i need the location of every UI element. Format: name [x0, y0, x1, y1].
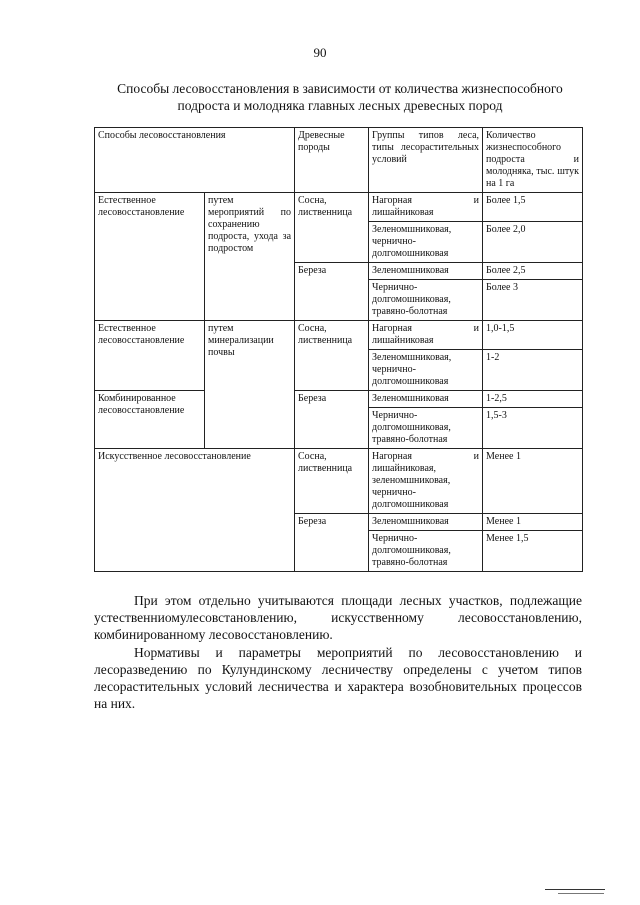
cell-quantity: Менее 1,5 — [483, 531, 583, 572]
cell-group: Чернично-долгомошниковая, травяно-болотная — [369, 531, 483, 572]
page-number: 90 — [313, 45, 327, 60]
cell-method: Естественное лесовосстановление — [95, 321, 205, 391]
cell-group: Зеленомшниковая, чернично-долгомошниковая — [369, 222, 483, 263]
cell-species: Сосна, лиственница — [295, 193, 369, 263]
table-row — [95, 391, 583, 408]
table-row — [95, 321, 583, 350]
cell-species: Береза — [295, 514, 369, 572]
cell-quantity: Более 2,0 — [483, 222, 583, 263]
cell-method: Искусственное лесовосстановление — [95, 449, 295, 572]
cell-quantity: Более 2,5 — [483, 263, 583, 280]
paragraph-accounting: При этом отдельно учитываются площади лесных участков, подлежащие устественниомулесовстановлению, искусственному лесовосстановлению, комбинированному лесовосстановлению. — [94, 592, 582, 642]
cell-species: Береза — [295, 263, 369, 321]
cell-quantity: Более 1,5 — [483, 193, 583, 222]
cell-method: Естественное лесовосстановление — [95, 193, 205, 321]
cell-means: путем минерализации почвы — [205, 321, 295, 449]
cell-quantity: Более 3 — [483, 280, 583, 321]
cell-method-combined: Комбинированное лесовосстановление — [95, 391, 205, 449]
reforestation-table — [94, 127, 583, 572]
table-row — [95, 449, 583, 514]
header-groups: Группы типов леса, типы лесорастительных условий — [369, 128, 483, 193]
cell-quantity: 1,0-1,5 — [483, 321, 583, 350]
cell-species: Сосна, лиственница — [295, 449, 369, 514]
cell-group: Чернично-долгомошниковая, травяно-болотная — [369, 280, 483, 321]
cell-group: Нагорная и лишайниковая, зеленомшниковая, чернично-долгомошниковая — [369, 449, 483, 514]
footer-rule — [545, 889, 605, 890]
footer-rule-short — [558, 893, 604, 894]
cell-quantity: 1-2,5 — [483, 391, 583, 408]
cell-group: Нагорная и лишайниковая — [369, 193, 483, 222]
cell-quantity: Менее 1 — [483, 449, 583, 514]
cell-quantity: Менее 1 — [483, 514, 583, 531]
table-title: Способы лесовосстановления в зависимости от количества жизнеспособного подроста и молодняка главных лесных древесных пород — [117, 81, 563, 113]
cell-group: Зеленомшниковая — [369, 391, 483, 408]
cell-group: Зеленомшниковая — [369, 514, 483, 531]
table-header-row — [95, 128, 583, 193]
cell-means: путем мероприятий по сохранению подроста, ухода за подростом — [205, 193, 295, 321]
header-species: Древесные породы — [295, 128, 369, 193]
cell-group: Зеленомшниковая, чернично-долгомошниковая — [369, 350, 483, 391]
cell-quantity: 1-2 — [483, 350, 583, 391]
cell-group: Зеленомшниковая — [369, 263, 483, 280]
header-quantity: Количество жизнеспособного подроста и молодняка, тыс. штук на 1 га — [483, 128, 583, 193]
cell-quantity: 1,5-3 — [483, 408, 583, 449]
cell-species: Береза — [295, 391, 369, 449]
cell-species: Сосна, лиственница — [295, 321, 369, 391]
paragraph-norms: Нормативы и параметры мероприятий по лесовосстановлению и лесоразведению по Кулундинскому лесничеству определены с учетом типов лесорастительных условий лесничества и характера возобновительных процессов на них. — [94, 644, 582, 711]
header-methods: Способы лесовосстановления — [95, 128, 295, 193]
cell-group: Чернично-долгомошниковая, травяно-болотная — [369, 408, 483, 449]
cell-group: Нагорная и лишайниковая — [369, 321, 483, 350]
table-row — [95, 193, 583, 222]
